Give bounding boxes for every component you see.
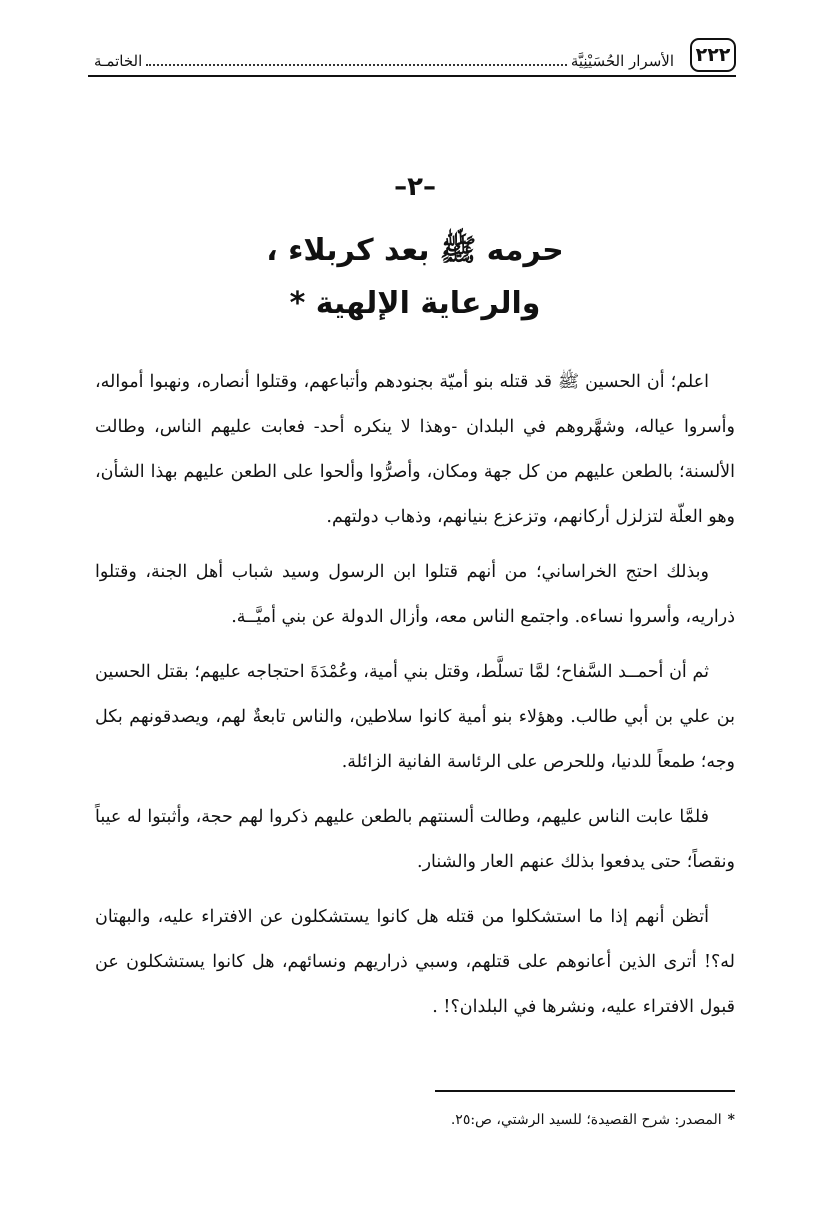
body-text [95, 360, 735, 1040]
header-row [88, 44, 680, 70]
header-book-title: الأسرار الحُسَيْنِيَّة [570, 52, 674, 70]
footnote-marker: * [727, 1112, 735, 1128]
paragraph-3: ثم أن أحمــد السَّفاح؛ لمَّا تسلَّط، وقتل بني أمية، وعُمْدَةَ احتجاجه عليهم؛ بقتل الحسين بن علي بن أبي طالب. وهؤلاء بنو أمية كانوا سلاطين، والناس تابعةٌ لهم، ويصدقونهم بكل وجه؛ طمعاً للدنيا، وللحرص على الرئاسة الفانية الزائلة. [95, 662, 735, 772]
section-title-line-1: حرمه ﷺ بعد كربلاء ، [266, 233, 564, 268]
footnote-text: المصدر: شرح القصيدة؛ للسيد الرشتي، ص:٢٥. [450, 1112, 722, 1128]
section-number: –٢– [394, 172, 436, 202]
paragraph-5: أتظن أنهم إذا ما استشكلوا من قتله هل كانوا يستشكلون عن الافتراء عليه، والبهتان له؟! أترى الذين أعانوهم على قتلهم، وسبي ذراريهم ونسائهم، هل كانوا يستشكلون عن قبول الافتراء عليه، ونشرها في البلدان؟! . [95, 907, 735, 1017]
page-number-badge: ٢٢٢ [690, 38, 736, 72]
running-header [88, 38, 736, 78]
paragraph-4: فلمَّا عابت الناس عليهم، وطالت ألسنتهم بالطعن عليهم ذكروا لهم حجة، وأثبتوا له عيباً ونقصاً؛ حتى يدفعوا بذلك عنهم العار والشنار. [95, 807, 735, 872]
footnote [95, 1108, 735, 1132]
paragraph-1: اعلم؛ أن الحسين ﷺ قد قتله بنو أميّة بجنودهم وأتباعهم، وقتلوا أنصاره، ونهبوا أمواله، وأسروا عياله، وشهَّروهم في البلدان -وهذا لا ينكره أحد- فعابت عليهم الناس، وطالت الألسنة؛ بالطعن عليهم من كل جهة ومكان، وأصرُّوا وألحوا على الطعن عليهم بهذا الشأن، وهو العلّة لتزلزل أركانهم، وتزعزع بنيانهم، وذهاب دولتهم. [95, 372, 735, 527]
header-rule [88, 75, 736, 77]
header-dot-leader [146, 50, 567, 66]
paragraph-2: وبذلك احتج الخراساني؛ من أنهم قتلوا ابن الرسول وسيد شباب أهل الجنة، وقتلوا ذراريه، وأسروا نساءه. واجتمع الناس معه، وأزال الدولة عن بني أميَّــة. [95, 562, 735, 627]
footnote-rule [435, 1090, 735, 1092]
section-title-line-2: والرعاية الإلهية * [289, 286, 541, 321]
header-chapter-title: الخاتمـة [94, 52, 143, 70]
